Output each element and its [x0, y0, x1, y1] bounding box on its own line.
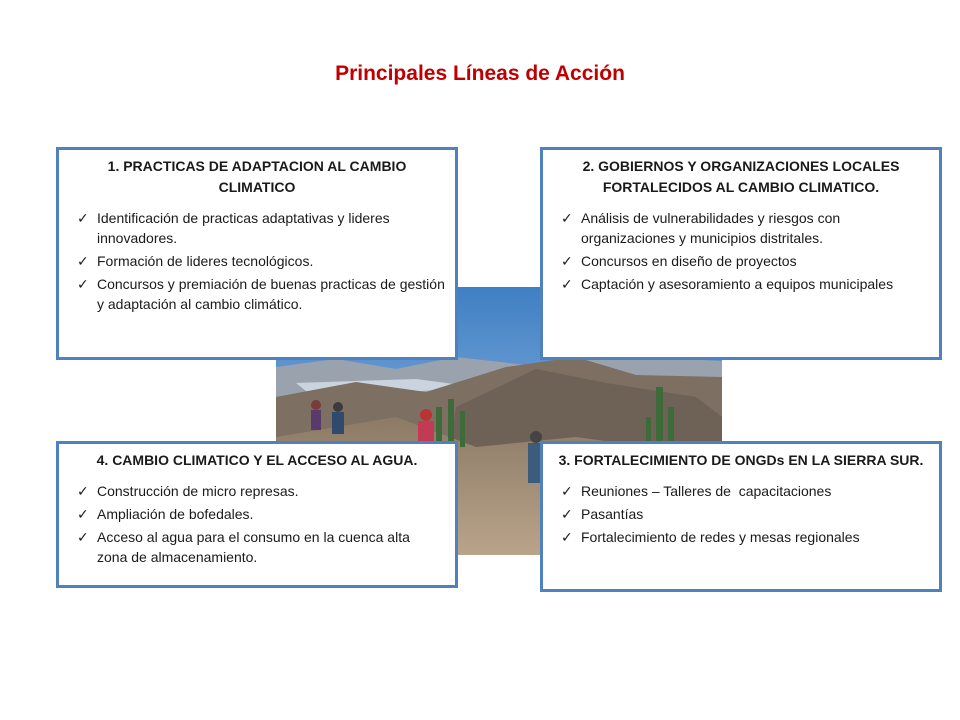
list-item: ✓ Formación de lideres tecnológicos.	[77, 253, 314, 269]
checkmark-icon: ✓	[561, 276, 573, 292]
checkmark-icon: ✓	[561, 506, 573, 522]
list-item: ✓ Fortalecimiento de redes y mesas regionales	[561, 529, 860, 545]
checkmark-icon: ✓	[561, 529, 573, 545]
checkmark-icon: ✓	[77, 253, 89, 269]
list-item: ✓ Reuniones – Talleres de capacitaciones	[561, 483, 832, 499]
box-2-heading: 2. GOBIERNOS Y ORGANIZACIONES LOCALES FORTALECIDOS AL CAMBIO CLIMATICO.	[582, 158, 900, 195]
list-item: ✓ Construcción de micro represas.	[77, 483, 299, 499]
checkmark-icon: ✓	[77, 210, 89, 226]
list-item: ✓ Captación y asesoramiento a equipos municipales	[561, 276, 894, 292]
checkmark-icon: ✓	[77, 529, 89, 545]
checkmark-icon: ✓	[561, 253, 573, 269]
list-item: ✓ Identificación de practicas adaptativas y lideres innovadores.	[77, 210, 390, 246]
checkmark-icon: ✓	[77, 506, 89, 522]
checkmark-icon: ✓	[561, 210, 573, 226]
box-2-list	[553, 208, 929, 294]
checkmark-icon: ✓	[561, 483, 573, 499]
checkmark-icon: ✓	[77, 483, 89, 499]
box-1-heading: 1. PRACTICAS DE ADAPTACION AL CAMBIO CLIMATICO	[107, 158, 407, 195]
checkmark-icon: ✓	[77, 276, 89, 292]
action-line-box-1	[56, 147, 458, 360]
box-3-list	[553, 481, 929, 547]
action-line-box-4	[56, 441, 458, 588]
list-item: ✓ Acceso al agua para el consumo en la cuenca alta zona de almacenamiento.	[77, 529, 426, 565]
action-line-box-3	[540, 441, 942, 592]
box-1-list	[69, 208, 445, 314]
list-item: ✓ Concursos y premiación de buenas practicas de gestión y adaptación al cambio climático.	[77, 276, 445, 312]
box-3-heading: 3. FORTALECIMIENTO DE ONGDs EN LA SIERRA SUR.	[558, 452, 924, 468]
page-title: Principales Líneas de Acción	[335, 62, 625, 85]
list-item: ✓ Ampliación de bofedales.	[77, 506, 254, 522]
action-line-box-2	[540, 147, 942, 360]
box-4-list	[69, 481, 445, 567]
list-item: ✓ Pasantías	[561, 506, 644, 522]
list-item: ✓ Concursos en diseño de proyectos	[561, 253, 797, 269]
list-item: ✓ Análisis de vulnerabilidades y riesgos con organizaciones y municipios distritales.	[561, 210, 841, 246]
box-4-heading: 4. CAMBIO CLIMATICO Y EL ACCESO AL AGUA.	[96, 452, 418, 468]
